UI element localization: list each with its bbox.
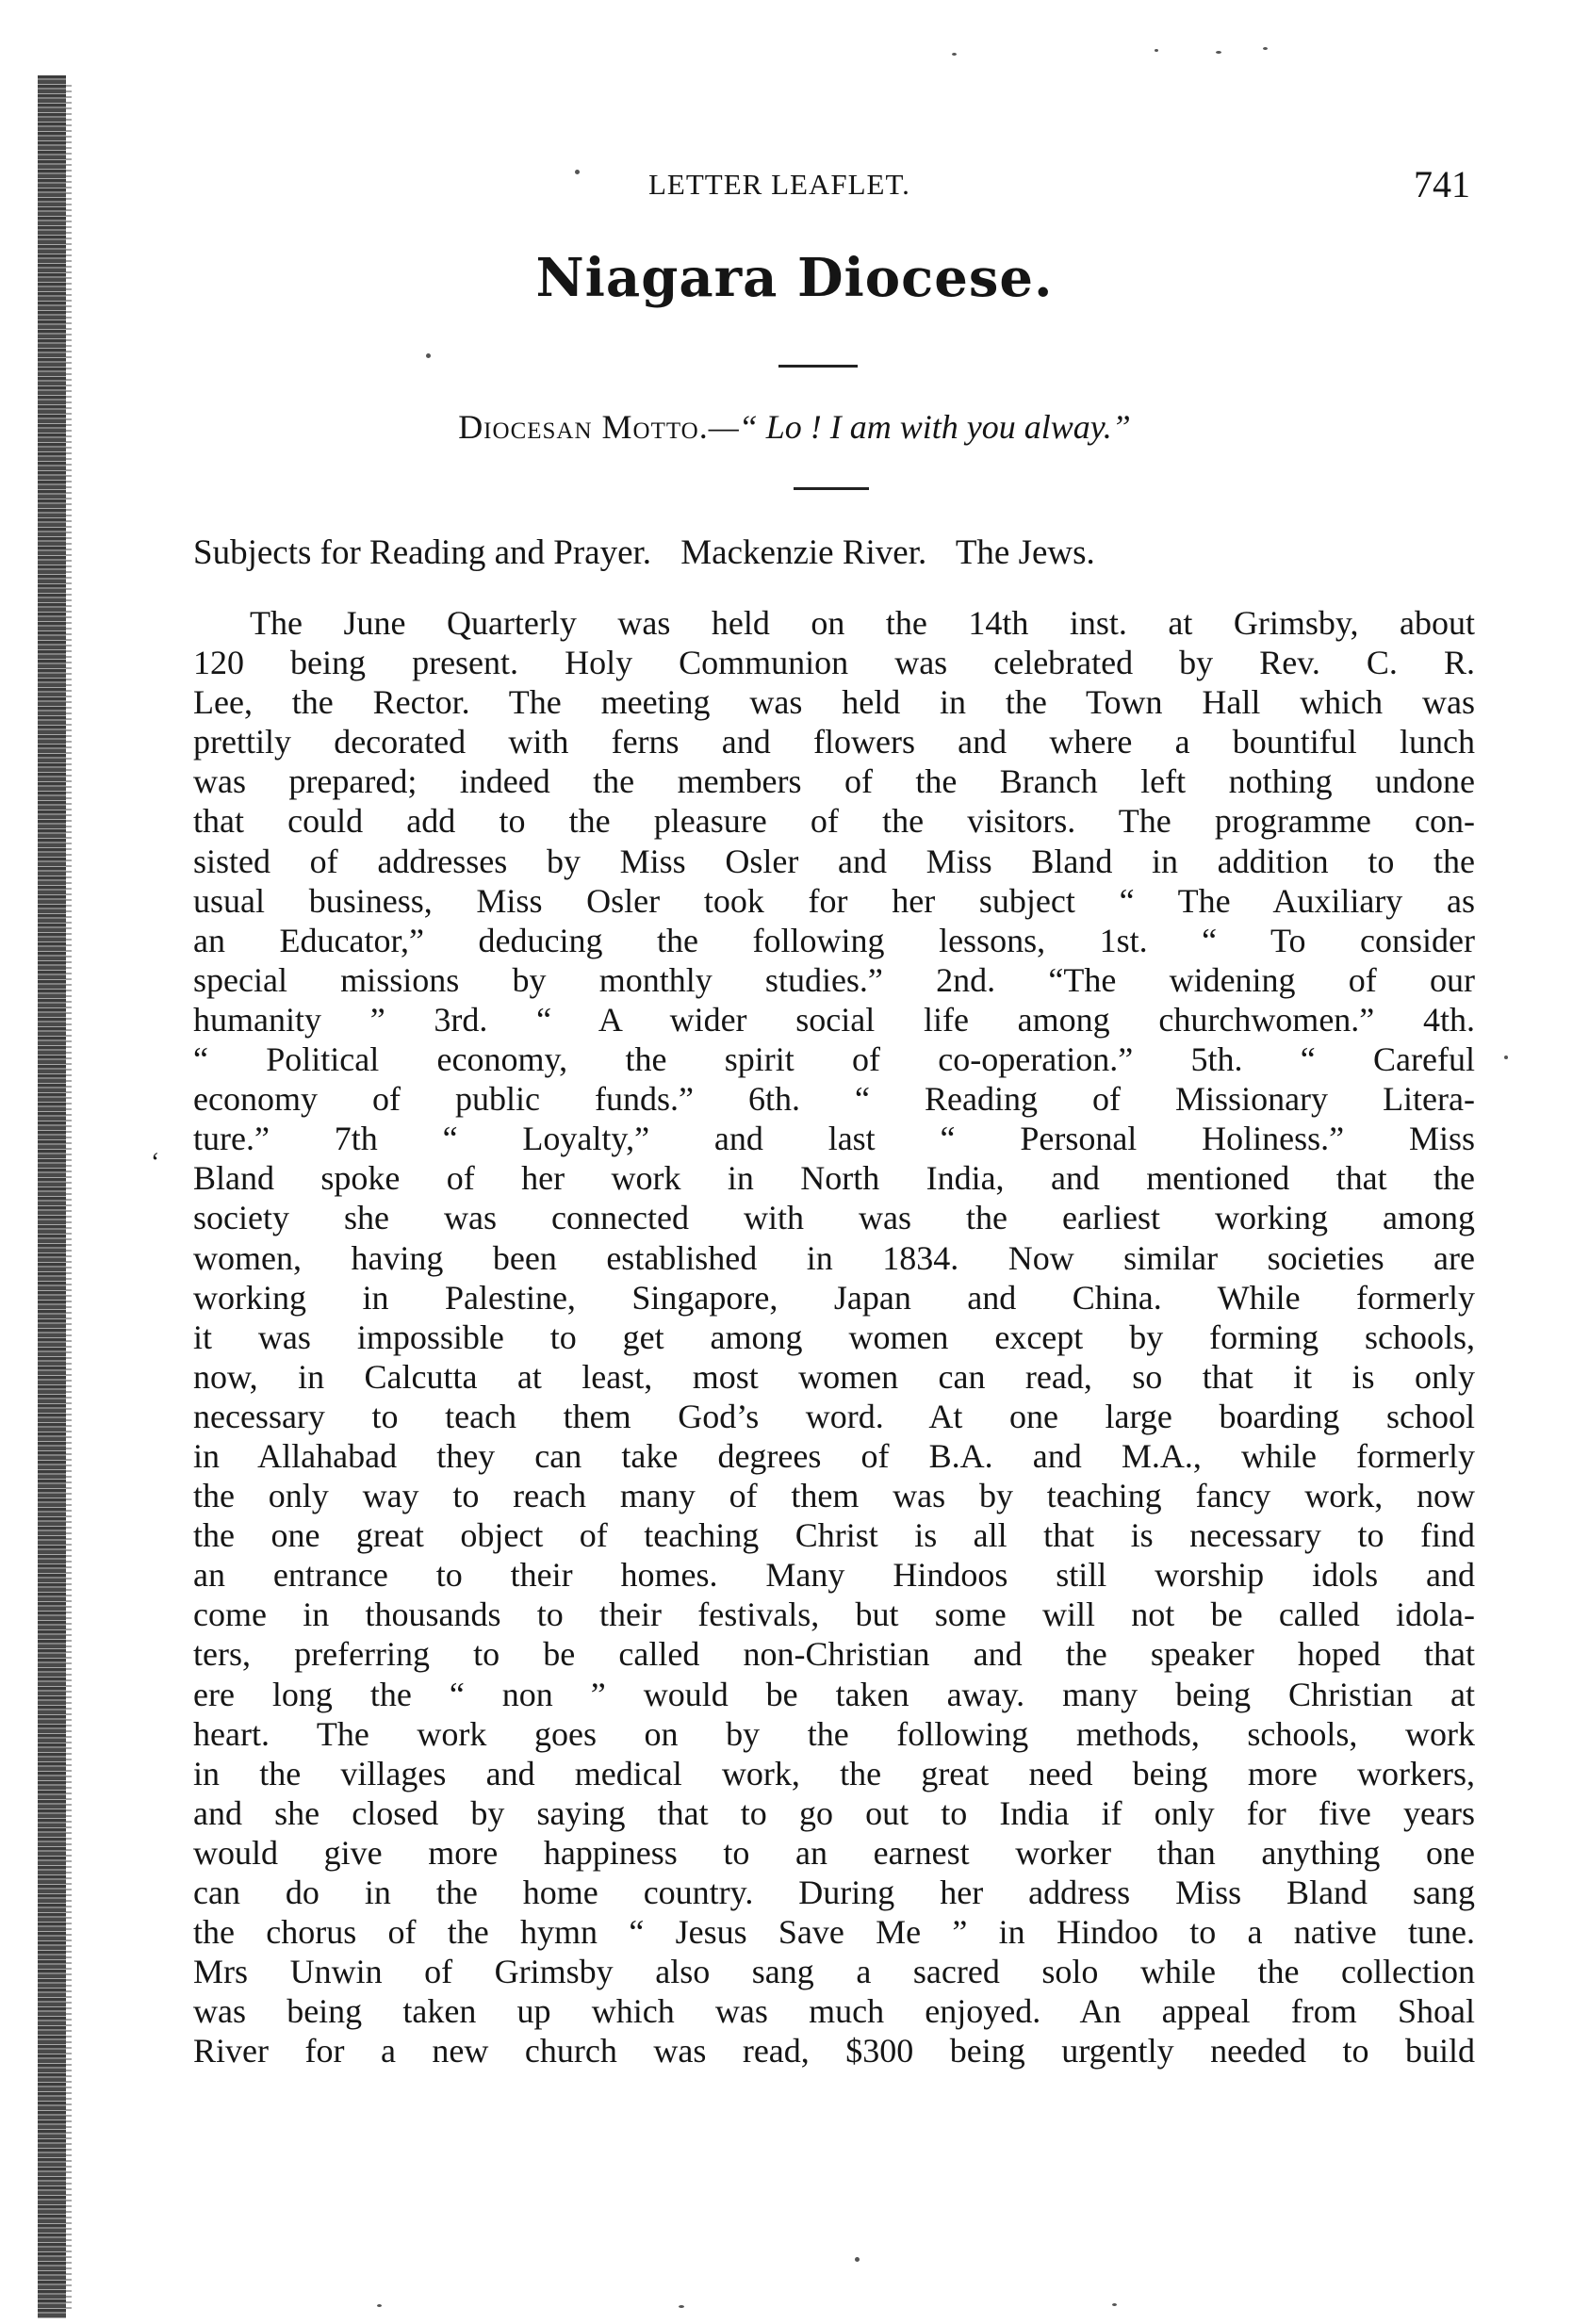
text-line: working in Palestine, Singapore, Japan and China. While formerly (193, 1278, 1475, 1317)
text-line: Mrs Unwin of Grimsby also sang a sacred solo while the collection (193, 1953, 1475, 1991)
text-line: heart. The work goes on by the following methods, schools, work (193, 1714, 1475, 1753)
text-line: economy of public funds.” 6th. “ Reading of Missionary Litera- (193, 1080, 1475, 1119)
text-line: women, having been established in 1834. Now similar societies are (193, 1238, 1475, 1277)
page-number: 741 (1414, 163, 1470, 205)
text-line: that could add to the pleasure of the visitors. The programme con- (193, 802, 1475, 841)
scan-speck (952, 53, 957, 56)
text-line: was being taken up which was much enjoyed. An appeal from Shoal (193, 1992, 1475, 2031)
diocesan-motto (0, 407, 1589, 447)
running-title: LETTER LEAFLET. (648, 168, 910, 201)
text-line: can do in the home country. During her address Miss Bland sang (193, 1874, 1475, 1911)
scan-speck (575, 170, 580, 174)
text-line: in the villages and medical work, the great need being more workers, (193, 1754, 1475, 1792)
subject-item-jews: The Jews. (955, 533, 1095, 572)
divider-rule-top (778, 365, 858, 368)
margin-mark: ‘ (151, 1148, 160, 1177)
motto-quote: —“ Lo ! I am with you alway.” (708, 408, 1131, 446)
subjects-label: Subjects for Reading and Prayer. (193, 533, 652, 572)
text-line: ere long the “ non ” would be taken away. many being Christian at (193, 1675, 1475, 1713)
text-line: sisted of addresses by Miss Osler and Miss Bland in addition to the (193, 842, 1475, 880)
text-line: necessary to teach them God’s word. At one large boarding school (193, 1397, 1475, 1435)
text-line: in Allahabad they can take degrees of B.A. and M.A., while formerly (193, 1436, 1475, 1475)
text-line: the one great object of teaching Christ is all that is necessary to find (193, 1516, 1475, 1555)
divider-rule-bottom (794, 487, 869, 490)
text-line: River for a new church was read, $300 being urgently needed to build (193, 2032, 1475, 2070)
running-head (188, 163, 1470, 215)
text-line: it was impossible to get among women except by forming schools, (193, 1317, 1475, 1356)
scan-speck (1504, 1056, 1508, 1059)
text-line: ters, preferring to be called non-Christian and the speaker hoped that (193, 1635, 1475, 1674)
text-line: an Educator,” deducing the following lessons, 1st. “ To consider (193, 921, 1475, 959)
text-line: “ Political economy, the spirit of co-operation.” 5th. “ Careful (193, 1040, 1475, 1079)
scan-speck (855, 2257, 860, 2262)
text-line: humanity ” 3rd. “ A wider social life among churchwomen.” 4th. (193, 1000, 1475, 1039)
text-line: The June Quarterly was held on the 14th inst. at Grimsby, about (250, 604, 1475, 642)
text-line: and she closed by saying that to go out to India if only for five years (193, 1793, 1475, 1832)
text-line: the chorus of the hymn “ Jesus Save Me ” in Hindoo to a native tune. (193, 1913, 1475, 1952)
text-line: was prepared; indeed the members of the Branch left nothing undone (193, 762, 1475, 801)
text-line: special missions by monthly studies.” 2nd. “The widening of our (193, 960, 1475, 999)
text-line: prettily decorated with ferns and flowers and where a bountiful lunch (193, 723, 1475, 761)
scan-speck (1155, 49, 1158, 52)
text-line: the only way to reach many of them was by teaching fancy work, now (193, 1477, 1475, 1515)
scan-speck (377, 2304, 382, 2307)
subject-item-mackenzie: Mackenzie River. (680, 533, 927, 572)
text-line: 120 being present. Holy Communion was celebrated by Rev. C. R. (193, 644, 1475, 682)
subjects-line (193, 532, 1475, 573)
scan-speck (1263, 47, 1268, 50)
text-line: would give more happiness to an earnest worker than anything one (193, 1833, 1475, 1872)
scan-speck (1216, 51, 1221, 54)
text-line: come in thousands to their festivals, but some will not be called idola- (193, 1596, 1475, 1634)
scan-speck (1112, 2303, 1117, 2306)
body-paragraph (193, 603, 1475, 2070)
text-line: Bland spoke of her work in North India, and mentioned that the (193, 1159, 1475, 1198)
scan-speck (679, 2305, 684, 2308)
text-line: Lee, the Rector. The meeting was held in the Town Hall which was (193, 683, 1475, 722)
text-line: ture.” 7th “ Loyalty,” and last “ Personal Holiness.” Miss (193, 1120, 1475, 1158)
scan-speck (426, 353, 431, 358)
text-line: usual business, Miss Osler took for her subject “ The Auxiliary as (193, 881, 1475, 920)
text-line: society she was connected with was the earliest working among (193, 1199, 1475, 1237)
text-line: an entrance to their homes. Many Hindoos still worship idols and (193, 1556, 1475, 1595)
motto-label: Diocesan Motto. (458, 408, 709, 446)
text-line: now, in Calcutta at least, most women can read, so that it is only (193, 1357, 1475, 1396)
section-title: Niagara Diocese. (535, 247, 1054, 309)
